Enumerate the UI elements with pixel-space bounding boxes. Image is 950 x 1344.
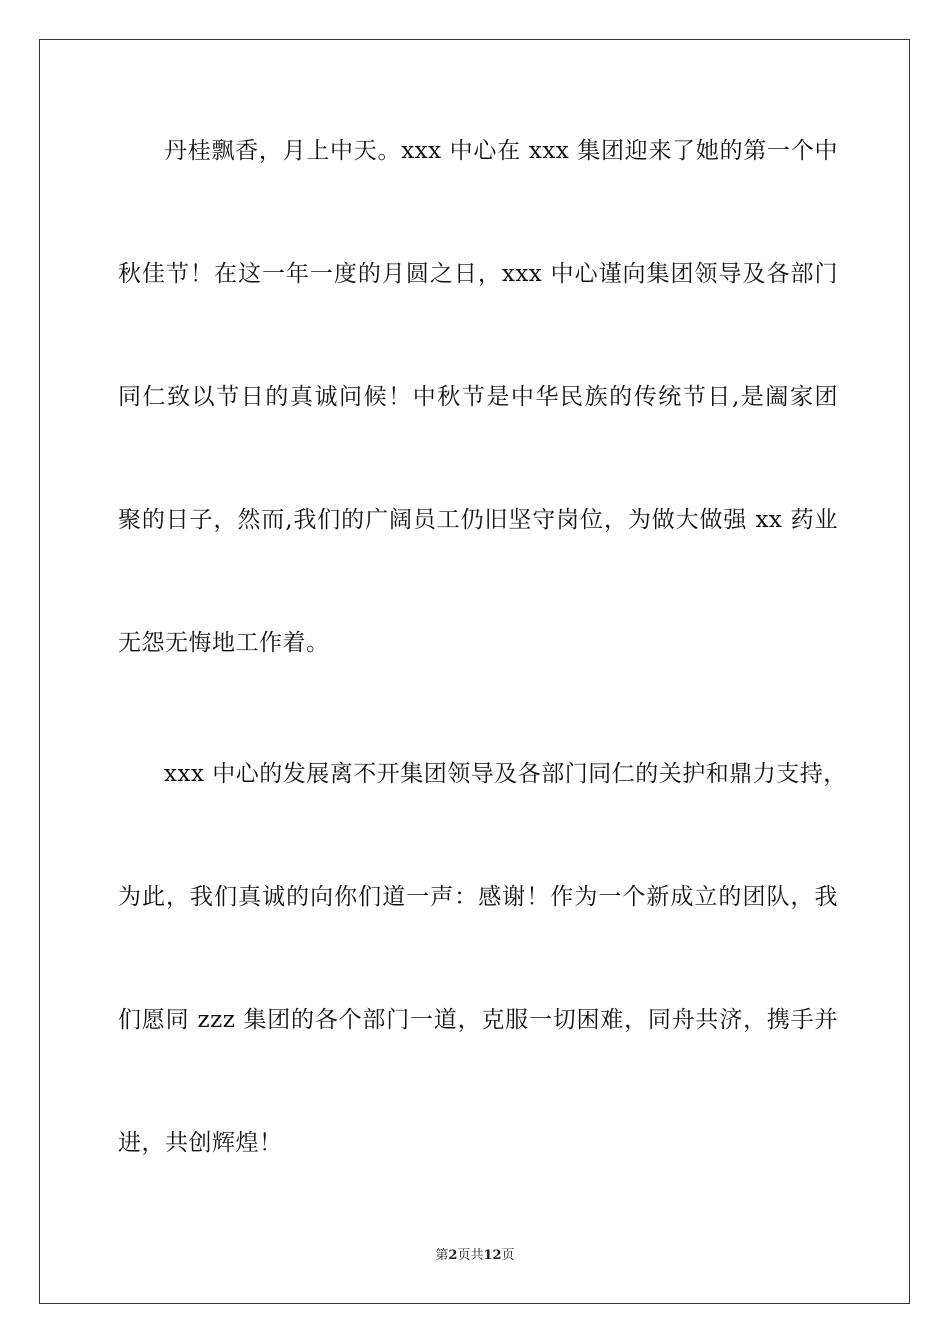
paragraph-1-line-3: 同仁致以节日的真诚问候！中秋节是中华民族的传统节日,是阖家团 [118, 384, 838, 410]
page-total: 12 [483, 1248, 502, 1263]
page-number-suffix: 页 [457, 1248, 471, 1263]
page-number-current: 2 [448, 1248, 458, 1263]
paragraph-2-line-2: 为此，我们真诚的向你们道一声：感谢！作为一个新成立的团队，我 [118, 884, 838, 910]
page-frame [39, 39, 910, 1304]
paragraph-2-line-3: 们愿同 zzz 集团的各个部门一道，克服一切困难，同舟共济，携手并 [118, 1007, 838, 1033]
page-footer [0, 1247, 950, 1265]
page-total-suffix: 页 [501, 1248, 515, 1263]
paragraph-1-line-1: 丹桂飘香，月上中天。xxx 中心在 xxx 集团迎来了她的第一个中 [164, 138, 838, 164]
page-number-prefix: 第 [435, 1248, 449, 1263]
page-total-prefix: 共 [470, 1248, 484, 1263]
paragraph-1-line-5: 无怨无悔地工作着。 [118, 630, 330, 656]
paragraph-2-line-1: xxx 中心的发展离不开集团领导及各部门同仁的关护和鼎力支持， [164, 761, 847, 787]
paragraph-2-line-4: 进，共创辉煌！ [118, 1130, 283, 1156]
paragraph-1-line-2: 秋佳节！在这一年一度的月圆之日，xxx 中心谨向集团领导及各部门 [118, 261, 838, 287]
paragraph-1-line-4: 聚的日子，然而,我们的广阔员工仍旧坚守岗位，为做大做强 xx 药业 [118, 507, 838, 533]
